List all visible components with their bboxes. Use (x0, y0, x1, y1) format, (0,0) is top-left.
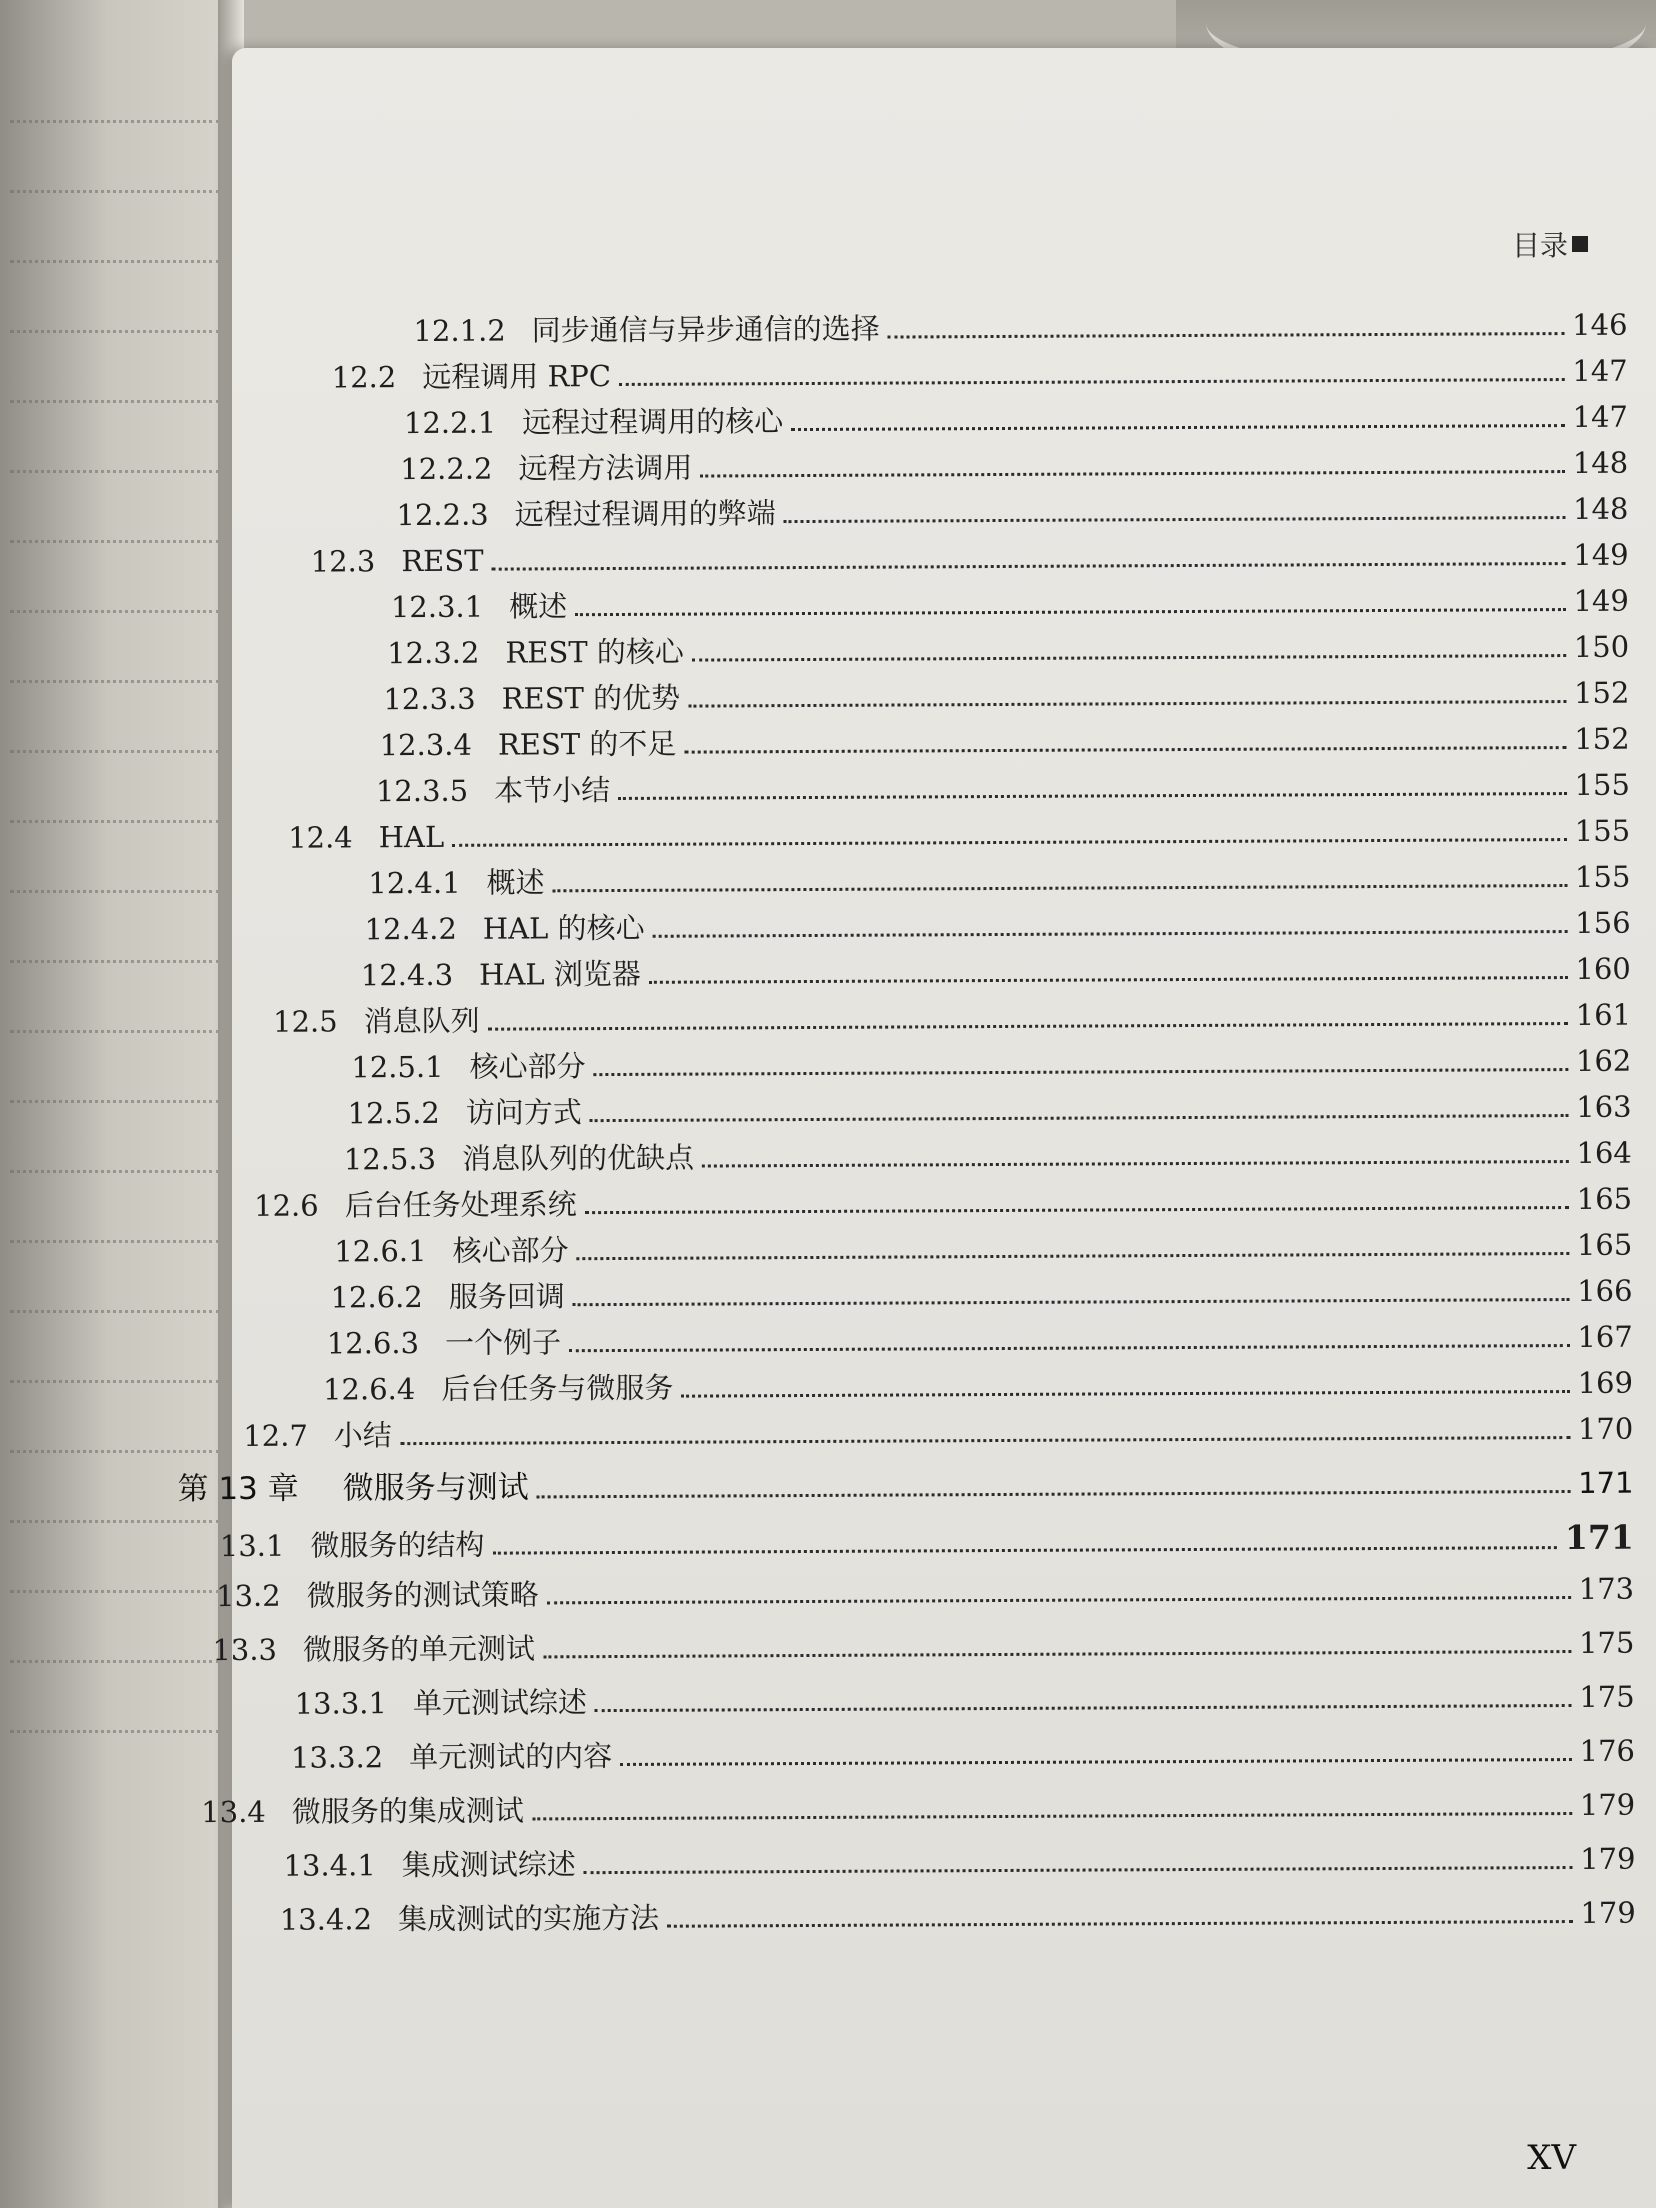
entry-page: 171 (1578, 1465, 1634, 1500)
entry-title: REST (401, 543, 484, 579)
entry-title: 本节小结 (494, 773, 611, 808)
ghost-dot-leader (10, 1590, 220, 1595)
dot-leader (547, 1596, 1571, 1604)
ghost-dot-leader (10, 1310, 220, 1315)
toc-entry[interactable] (288, 813, 1631, 855)
entry-number: 12.5.1 (351, 1049, 444, 1085)
dot-leader (577, 1252, 1569, 1260)
entry-page: 175 (1578, 1625, 1635, 1660)
entry-number: 12.6 (253, 1188, 319, 1223)
dot-leader (537, 1490, 1570, 1498)
toc-entry[interactable] (243, 1411, 1634, 1453)
entry-page: 148 (1572, 445, 1629, 480)
entry-page: 173 (1578, 1571, 1635, 1606)
entry-title: 集成测试综述 (401, 1847, 576, 1883)
entry-title: HAL 浏览器 (479, 956, 641, 992)
ghost-dot-leader (10, 330, 220, 335)
toc-entry[interactable] (390, 583, 1630, 625)
entry-page: 146 (1572, 307, 1628, 342)
entry-title: 微服务的集成测试 (291, 1793, 524, 1829)
toc-entry[interactable] (219, 1517, 1634, 1564)
ghost-dot-leader (10, 610, 220, 615)
dot-leader (681, 1390, 1569, 1398)
entry-title: 消息队列 (363, 1003, 480, 1039)
dot-leader (594, 1068, 1568, 1076)
entry-page: 165 (1576, 1227, 1633, 1262)
dot-leader (688, 700, 1566, 708)
entry-number: 12.4 (288, 820, 353, 855)
toc-entry[interactable] (368, 859, 1631, 901)
ghost-dot-leader (10, 1380, 220, 1385)
toc-entry[interactable] (216, 1571, 1635, 1614)
toc-chapter-entry[interactable] (177, 1467, 1633, 1506)
dot-leader (492, 1546, 1557, 1555)
chapter-number: 第 13 章 (177, 1470, 299, 1508)
entry-page: 160 (1575, 951, 1631, 986)
entry-number: 12.2.1 (403, 405, 497, 441)
entry-page: 147 (1572, 399, 1629, 434)
entry-title: 后台任务处理系统 (344, 1187, 577, 1223)
toc-entry[interactable] (212, 1625, 1635, 1668)
entry-number: 12.2.2 (400, 451, 493, 487)
entry-number: 12.3.5 (375, 773, 469, 809)
entry-title: 远程过程调用的弊端 (514, 496, 776, 532)
toc-entry[interactable] (279, 1895, 1636, 1937)
toc-entry[interactable] (383, 675, 1630, 717)
toc-entry[interactable] (343, 1135, 1632, 1177)
dot-leader (584, 1866, 1572, 1874)
toc-entry[interactable] (290, 1733, 1636, 1775)
dot-leader (573, 1298, 1569, 1306)
dot-leader (692, 654, 1566, 662)
entry-number: 13.3 (212, 1632, 278, 1668)
ghost-dot-leader (10, 1240, 220, 1245)
entry-title: 集成测试的实施方法 (397, 1900, 660, 1937)
dot-leader (702, 1160, 1568, 1168)
entry-number: 12.7 (243, 1418, 308, 1453)
entry-page: 175 (1579, 1679, 1635, 1714)
toc-page (177, 48, 1656, 2208)
toc-entry[interactable] (396, 491, 1629, 533)
toc-entry[interactable] (326, 1319, 1633, 1361)
toc-entry[interactable] (364, 905, 1631, 947)
entry-number: 13.3.2 (290, 1740, 384, 1775)
entry-title: REST 的优势 (501, 680, 681, 716)
entry-title: 同步通信与异步通信的选择 (531, 311, 880, 348)
entry-page: 179 (1580, 1841, 1636, 1876)
ghost-dot-leader (10, 1030, 220, 1035)
entry-title: 概述 (509, 589, 568, 624)
entry-number: 13.4.1 (283, 1848, 376, 1883)
entry-number: 12.6.4 (322, 1372, 416, 1407)
entry-number: 12.6.2 (330, 1280, 423, 1315)
toc-entry[interactable] (400, 445, 1629, 487)
entry-page: 179 (1580, 1895, 1636, 1930)
dot-leader (595, 1704, 1571, 1712)
ghost-dot-leader (10, 120, 220, 125)
ghost-dot-leader (10, 470, 220, 475)
entry-page: 150 (1573, 629, 1630, 664)
toc-entry[interactable] (379, 721, 1630, 763)
entry-number: 12.4.2 (364, 911, 457, 947)
dot-leader (784, 516, 1565, 523)
entry-title: REST 的核心 (505, 634, 684, 670)
toc-entry[interactable] (387, 629, 1630, 671)
dot-leader (532, 1812, 1572, 1820)
ghost-dot-leader (10, 190, 220, 195)
dot-leader (585, 1206, 1569, 1214)
ghost-dot-leader (10, 680, 220, 685)
toc-entry[interactable] (375, 767, 1630, 809)
entry-number: 12.6.3 (326, 1326, 420, 1361)
toc-entry[interactable] (413, 307, 1628, 349)
dot-leader (791, 424, 1564, 431)
toc-entry[interactable] (294, 1679, 1635, 1721)
entry-page: 155 (1574, 767, 1630, 802)
page-folio: XV (1527, 2138, 1576, 2178)
entry-title: 核心部分 (452, 1233, 569, 1268)
entry-title: 远程过程调用的核心 (522, 404, 784, 440)
entry-number: 12.4.1 (368, 865, 461, 901)
entry-page: 156 (1575, 905, 1631, 940)
entry-title: 小结 (333, 1418, 392, 1453)
entry-title: 后台任务与微服务 (441, 1370, 674, 1406)
entry-title: HAL 的核心 (482, 910, 645, 946)
entry-page: 171 (1564, 1517, 1634, 1558)
dot-leader (400, 1436, 1570, 1445)
ghost-dot-leader (10, 960, 220, 965)
dot-leader (575, 608, 1565, 616)
entry-page: 161 (1575, 997, 1632, 1032)
entry-title: 远程方法调用 (518, 450, 693, 486)
dot-leader (543, 1650, 1571, 1658)
entry-page: 149 (1573, 583, 1630, 618)
entry-number: 13.4.2 (279, 1902, 373, 1937)
entry-number: 12.3.1 (390, 589, 484, 625)
dot-leader (452, 838, 1567, 847)
toc-entry[interactable] (351, 1043, 1632, 1085)
entry-title: 核心部分 (469, 1049, 586, 1084)
entry-page: 152 (1574, 721, 1630, 756)
entry-number: 12.3.3 (383, 681, 476, 717)
dot-leader (653, 930, 1568, 938)
ghost-dot-leader (10, 1170, 220, 1175)
dot-leader (649, 976, 1568, 984)
entry-page: 163 (1576, 1089, 1632, 1124)
entry-number: 12.5 (273, 1004, 338, 1039)
toc-entry[interactable] (310, 537, 1629, 579)
entry-title: 微服务的结构 (310, 1527, 485, 1563)
dot-leader (619, 378, 1564, 386)
entry-page: 155 (1574, 859, 1631, 894)
entry-page: 149 (1573, 537, 1629, 572)
entry-title: 微服务的测试策略 (306, 1577, 539, 1613)
entry-page: 152 (1573, 675, 1630, 710)
toc-entry[interactable] (273, 997, 1632, 1039)
ghost-dot-leader (10, 750, 220, 755)
entry-number: 12.6.1 (334, 1233, 427, 1269)
dot-leader (590, 1114, 1568, 1122)
ghost-dot-leader (10, 540, 220, 545)
entry-title: 微服务的单元测试 (302, 1631, 536, 1667)
dot-leader (620, 1758, 1571, 1766)
toc-entry[interactable] (201, 1787, 1636, 1830)
entry-number: 12.1.2 (413, 313, 506, 349)
toc-list (177, 41, 1656, 2148)
dot-leader (684, 746, 1566, 754)
dot-leader (618, 792, 1566, 800)
entry-title: 单元测试的内容 (409, 1739, 613, 1775)
entry-page: 148 (1572, 491, 1629, 526)
toc-entry[interactable] (322, 1365, 1634, 1407)
entry-page: 147 (1572, 353, 1628, 388)
dot-leader (569, 1344, 1569, 1352)
entry-title: 服务回调 (448, 1279, 565, 1314)
entry-number: 12.3 (310, 544, 376, 579)
toc-entry[interactable] (253, 1181, 1633, 1223)
entry-number: 13.4 (201, 1794, 266, 1830)
entry-title: 访问方式 (465, 1095, 582, 1130)
ghost-dot-leader (10, 1100, 220, 1105)
toc-entry[interactable] (331, 353, 1628, 395)
entry-number: 12.2 (331, 360, 397, 395)
toc-entry[interactable] (360, 951, 1631, 993)
entry-title: 远程调用 RPC (422, 359, 612, 395)
entry-number: 13.2 (216, 1578, 281, 1614)
ghost-dot-leader (10, 1660, 220, 1665)
entry-page: 166 (1577, 1273, 1633, 1308)
ghost-dot-leader (10, 260, 220, 265)
ghost-dot-leader (10, 400, 220, 405)
header-label: 目录 (1511, 229, 1568, 262)
toc-entry[interactable] (347, 1089, 1632, 1131)
dot-leader (888, 332, 1564, 339)
entry-page: 162 (1575, 1043, 1632, 1078)
entry-number: 12.4.3 (360, 957, 454, 993)
entry-title: 概述 (486, 865, 545, 900)
ghost-dot-leader (10, 1450, 220, 1455)
ghost-dot-leader (10, 820, 220, 825)
dot-leader (667, 1920, 1572, 1928)
entry-title: 一个例子 (444, 1325, 562, 1360)
entry-title: 单元测试综述 (412, 1685, 588, 1721)
entry-number: 13.3.1 (294, 1686, 388, 1721)
entry-number: 12.2.3 (396, 497, 489, 533)
dot-leader (553, 884, 1567, 892)
dot-leader (492, 562, 1566, 571)
entry-page: 167 (1577, 1319, 1633, 1354)
entry-title: REST 的不足 (497, 726, 677, 762)
toc-entry[interactable] (330, 1273, 1633, 1315)
ghost-dot-leader (10, 1730, 220, 1735)
ghost-dot-leader (10, 1520, 220, 1525)
entry-page: 165 (1576, 1181, 1633, 1216)
entry-page: 176 (1579, 1733, 1636, 1768)
toc-entry[interactable] (283, 1841, 1636, 1883)
previous-page-edge (0, 0, 240, 2208)
dot-leader (701, 470, 1565, 478)
entry-number: 12.5.3 (343, 1141, 437, 1177)
entry-number: 13.1 (219, 1528, 285, 1564)
entry-page: 169 (1577, 1365, 1634, 1400)
ghost-dot-leader (10, 890, 220, 895)
entry-page: 164 (1576, 1135, 1632, 1170)
entry-page: 179 (1579, 1787, 1636, 1822)
toc-entry[interactable] (403, 399, 1629, 441)
entry-number: 12.3.4 (379, 727, 472, 763)
entry-page: 170 (1577, 1411, 1634, 1446)
toc-entry[interactable] (334, 1227, 1633, 1269)
entry-page: 155 (1574, 813, 1631, 848)
entry-number: 12.5.2 (347, 1095, 440, 1131)
dot-leader (488, 1022, 1568, 1031)
entry-number: 12.3.2 (387, 635, 480, 671)
entry-title: HAL (378, 819, 445, 855)
entry-title: 消息队列的优缺点 (461, 1140, 695, 1176)
chapter-title: 微服务与测试 (342, 1469, 529, 1507)
